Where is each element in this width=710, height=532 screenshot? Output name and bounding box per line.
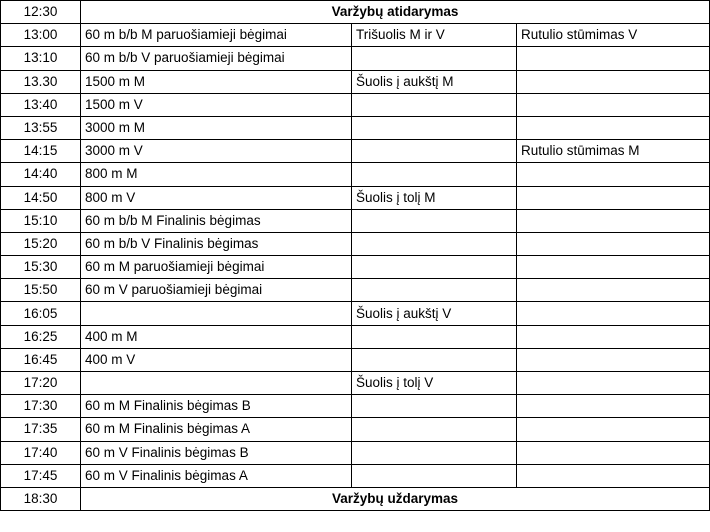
field-event-cell-2	[517, 256, 710, 279]
schedule-row	[1, 279, 710, 302]
track-event-cell: 60 m V paruošiamieji bėgimai	[81, 279, 352, 302]
field-event-cell	[352, 232, 517, 255]
time-cell: 14:40	[1, 163, 81, 186]
time-cell: 16:25	[1, 325, 81, 348]
field-event-cell	[352, 140, 517, 163]
opening-row	[1, 1, 710, 24]
field-event-cell: Šuolis į aukštį M	[352, 70, 517, 93]
schedule-row	[1, 395, 710, 418]
field-event-cell	[352, 279, 517, 302]
time-cell: 16:05	[1, 302, 81, 325]
field-event-cell-2	[517, 325, 710, 348]
track-event-cell: 60 m M Finalinis bėgimas B	[81, 395, 352, 418]
field-event-cell-2: Rutulio stūmimas V	[517, 24, 710, 47]
schedule-row	[1, 232, 710, 255]
track-event-cell: 400 m M	[81, 325, 352, 348]
closing-time: 18:30	[1, 487, 81, 510]
field-event-cell: Trišuolis M ir V	[352, 24, 517, 47]
field-event-cell	[352, 93, 517, 116]
schedule-row	[1, 24, 710, 47]
track-event-cell: 60 m M Finalinis bėgimas A	[81, 418, 352, 441]
track-event-cell: 1500 m V	[81, 93, 352, 116]
time-cell: 17:45	[1, 464, 81, 487]
track-event-cell: 60 m b/b M Finalinis bėgimas	[81, 209, 352, 232]
time-cell: 17:35	[1, 418, 81, 441]
schedule-row	[1, 140, 710, 163]
field-event-cell: Šuolis į tolį M	[352, 186, 517, 209]
time-cell: 16:45	[1, 348, 81, 371]
track-event-cell: 60 m b/b V Finalinis bėgimas	[81, 232, 352, 255]
field-event-cell-2	[517, 116, 710, 139]
opening-label: Varžybų atidarymas	[81, 1, 710, 24]
schedule-row	[1, 209, 710, 232]
time-cell: 15:30	[1, 256, 81, 279]
field-event-cell: Šuolis į aukštį V	[352, 302, 517, 325]
time-cell: 17:40	[1, 441, 81, 464]
time-cell: 14:50	[1, 186, 81, 209]
track-event-cell: 3000 m M	[81, 116, 352, 139]
time-cell: 13:40	[1, 93, 81, 116]
field-event-cell-2	[517, 209, 710, 232]
field-event-cell-2	[517, 372, 710, 395]
field-event-cell	[352, 348, 517, 371]
field-event-cell-2	[517, 93, 710, 116]
track-event-cell: 60 m M paruošiamieji bėgimai	[81, 256, 352, 279]
schedule-row	[1, 116, 710, 139]
time-cell: 15:20	[1, 232, 81, 255]
track-event-cell: 60 m b/b M paruošiamieji bėgimai	[81, 24, 352, 47]
time-cell: 15:50	[1, 279, 81, 302]
field-event-cell-2	[517, 70, 710, 93]
time-cell: 17:30	[1, 395, 81, 418]
field-event-cell-2	[517, 395, 710, 418]
schedule-row	[1, 163, 710, 186]
track-event-cell: 800 m M	[81, 163, 352, 186]
track-event-cell: 400 m V	[81, 348, 352, 371]
field-event-cell	[352, 325, 517, 348]
track-event-cell: 60 m V Finalinis bėgimas A	[81, 464, 352, 487]
track-event-cell: 60 m V Finalinis bėgimas B	[81, 441, 352, 464]
schedule-row	[1, 372, 710, 395]
field-event-cell-2	[517, 302, 710, 325]
field-event-cell-2	[517, 441, 710, 464]
field-event-cell	[352, 209, 517, 232]
time-cell: 13:55	[1, 116, 81, 139]
schedule-row	[1, 464, 710, 487]
field-event-cell	[352, 464, 517, 487]
closing-row	[1, 487, 710, 510]
field-event-cell: Šuolis į tolį V	[352, 372, 517, 395]
field-event-cell	[352, 441, 517, 464]
field-event-cell-2	[517, 47, 710, 70]
field-event-cell	[352, 163, 517, 186]
time-cell: 14:15	[1, 140, 81, 163]
track-event-cell: 60 m b/b V paruošiamieji bėgimai	[81, 47, 352, 70]
field-event-cell	[352, 418, 517, 441]
schedule-row	[1, 441, 710, 464]
field-event-cell	[352, 395, 517, 418]
field-event-cell	[352, 116, 517, 139]
schedule-row	[1, 302, 710, 325]
time-cell: 17:20	[1, 372, 81, 395]
schedule-row	[1, 70, 710, 93]
opening-time: 12:30	[1, 1, 81, 24]
schedule-row	[1, 325, 710, 348]
time-cell: 13:10	[1, 47, 81, 70]
schedule-row	[1, 47, 710, 70]
schedule-row	[1, 186, 710, 209]
time-cell: 15:10	[1, 209, 81, 232]
track-event-cell	[81, 372, 352, 395]
schedule-body	[1, 1, 710, 511]
field-event-cell-2	[517, 279, 710, 302]
field-event-cell-2	[517, 163, 710, 186]
schedule-row	[1, 93, 710, 116]
field-event-cell	[352, 47, 517, 70]
field-event-cell-2	[517, 464, 710, 487]
field-event-cell-2	[517, 348, 710, 371]
track-event-cell: 3000 m V	[81, 140, 352, 163]
schedule-row	[1, 418, 710, 441]
schedule-row	[1, 256, 710, 279]
field-event-cell	[352, 256, 517, 279]
track-event-cell: 800 m V	[81, 186, 352, 209]
field-event-cell-2	[517, 418, 710, 441]
time-cell: 13:00	[1, 24, 81, 47]
track-event-cell: 1500 m M	[81, 70, 352, 93]
closing-label: Varžybų uždarymas	[81, 487, 710, 510]
field-event-cell-2	[517, 232, 710, 255]
track-event-cell	[81, 302, 352, 325]
field-event-cell-2	[517, 186, 710, 209]
schedule-row	[1, 348, 710, 371]
time-cell: 13.30	[1, 70, 81, 93]
field-event-cell-2: Rutulio stūmimas M	[517, 140, 710, 163]
